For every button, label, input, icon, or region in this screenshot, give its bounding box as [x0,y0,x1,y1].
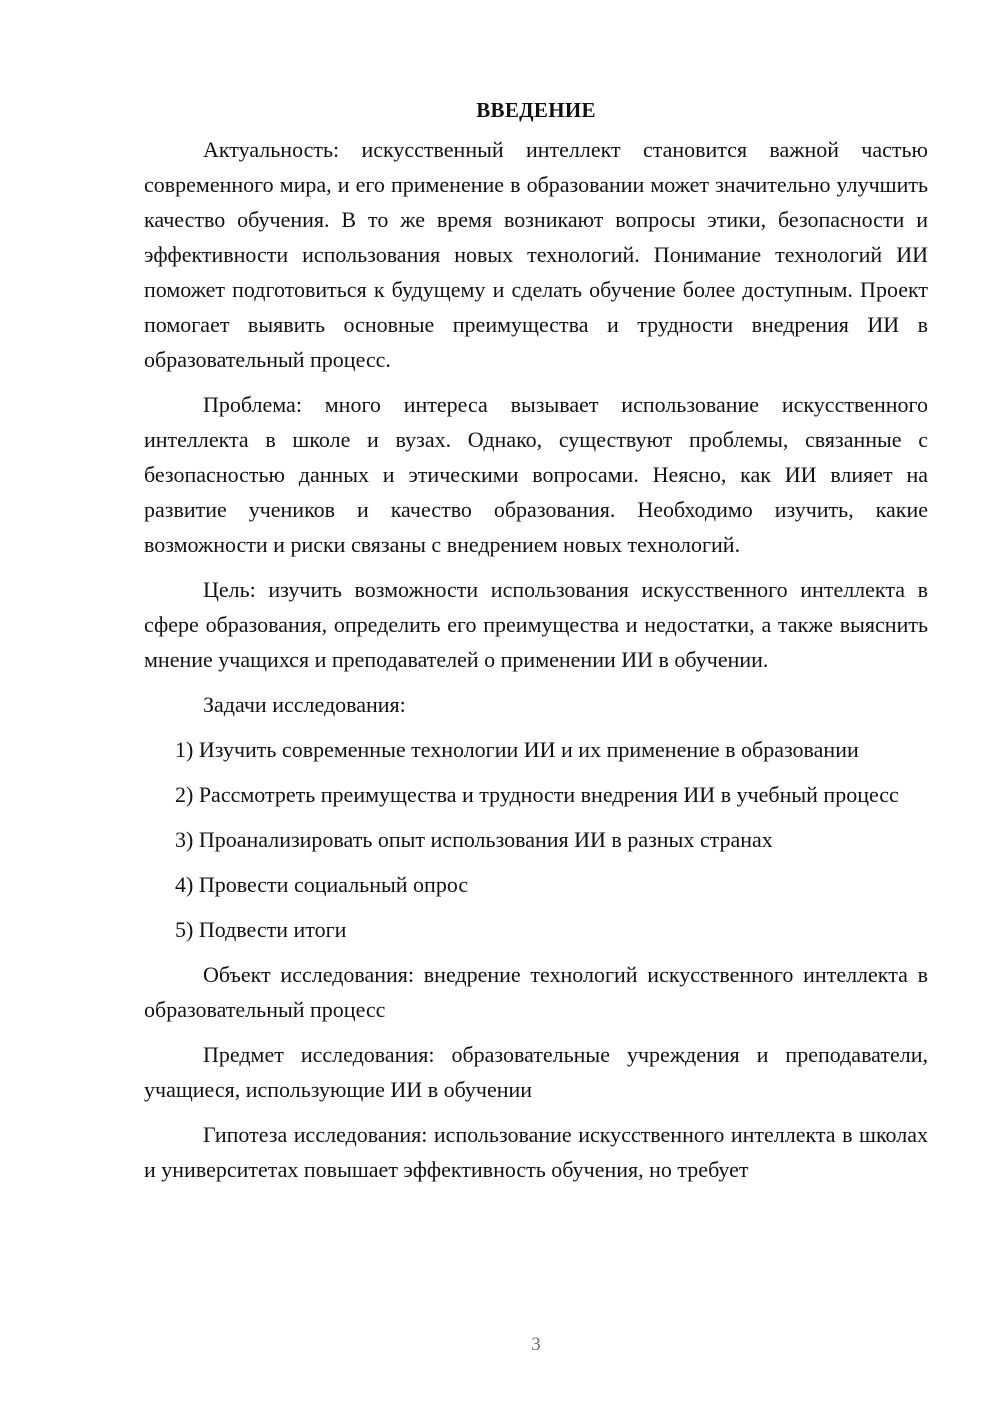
task-item: 3) Проанализировать опыт использования ИИ в разных странах [175,827,773,852]
subject-paragraph: Предмет исследования: образовательные учреждения и преподаватели, учащиеся, использующие ИИ в обучении [144,1042,928,1102]
tasks-list [144,732,928,947]
page-number: 3 [531,1334,541,1355]
relevance-paragraph: Актуальность: искусственный интеллект становится важной частью современного мира, и его применение в образовании может значительно улучшить качество обучения. В то же время возникают вопросы этики, безопасности и эффективности использования новых технологий. Понимание технологий ИИ поможет подготовиться к будущему и сделать обучение более доступным. Проект помогает выявить основные преимущества и трудности внедрения ИИ в образовательный процесс. [144,137,928,372]
task-item: 2) Рассмотреть преимущества и трудности внедрения ИИ в учебный процесс [175,782,899,807]
tasks-title: Задачи исследования: [203,692,406,717]
task-item: 5) Подвести итоги [175,917,347,942]
hypothesis-paragraph: Гипотеза исследования: использование искусственного интеллекта в школах и университетах повышает эффективность обучения, но требует [144,1122,928,1182]
page-content [144,93,928,1197]
section-heading: ВВЕДЕНИЕ [476,98,596,122]
object-paragraph: Объект исследования: внедрение технологий искусственного интеллекта в образовательный процесс [144,962,928,1022]
problem-paragraph: Проблема: много интереса вызывает использование искусственного интеллекта в школе и вузах. Однако, существуют проблемы, связанные с безопасностью данных и этическими вопросами. Неясно, как ИИ влияет на развитие учеников и качество образования. Необходимо изучить, какие возможности и риски связаны с внедрением новых технологий. [144,392,928,557]
goal-paragraph: Цель: изучить возможности использования искусственного интеллекта в сфере образования, определить его преимущества и недостатки, а также выяснить мнение учащихся и преподавателей о применении ИИ в обучении. [144,577,928,672]
task-item: 4) Провести социальный опрос [175,872,469,897]
task-item: 1) Изучить современные технологии ИИ и их применение в образовании [175,737,859,762]
